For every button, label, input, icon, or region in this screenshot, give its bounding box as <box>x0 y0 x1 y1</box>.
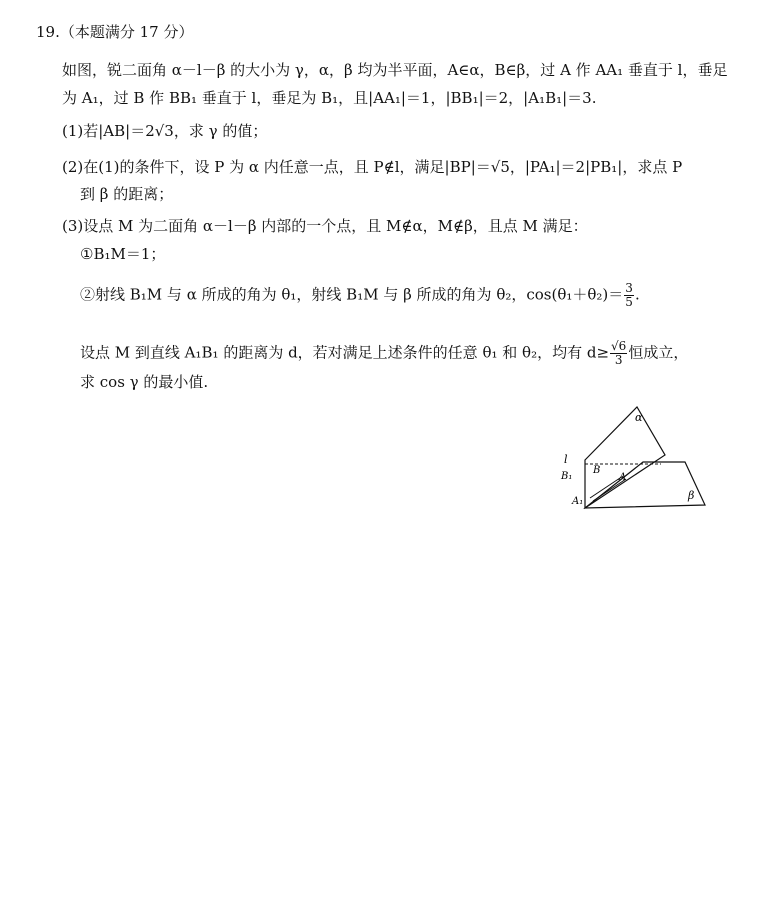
intro-line-2: 为 A₁，过 B 作 BB₁ 垂直于 l，垂足为 B₁，且|AA₁|＝1，|BB₁|＝2，|A₁B₁|＝3. <box>62 89 597 107</box>
figure-label-B1: B₁ <box>561 471 573 482</box>
d-bound-fraction <box>610 340 627 367</box>
figure-label-l: l <box>564 453 568 466</box>
problem-header: 19.（本题满分 17 分） <box>36 23 194 41</box>
figure-label-alpha: α <box>635 411 643 424</box>
d-bound-denominator: 3 <box>614 353 623 367</box>
condition-2 <box>80 282 640 309</box>
figure-label-B: B <box>593 465 601 476</box>
figure-label-A1: A₁ <box>572 496 584 507</box>
part-3-line-1: (3)设点 M 为二面角 α－l－β 内部的一个点，且 M∉α，M∉β，且点 M 满足： <box>62 217 588 235</box>
intro-line-1: 如图，锐二面角 α－l－β 的大小为 γ，α，β 均为半平面，A∈α，B∈β，过 A 作 AA₁ 垂直于 l，垂足 <box>62 61 728 79</box>
condition-1: ①B₁M＝1； <box>80 245 166 263</box>
condition-2-text: ②射线 B₁M 与 α 所成的角为 θ₁，射线 B₁M 与 β 所成的角为 θ₂，cos(θ₁＋θ₂)＝ <box>80 285 624 304</box>
part-2-line-1: (2)在(1)的条件下，设 P 为 α 内任意一点，且 P∉l，满足|BP|＝√5，|PA₁|＝2|PB₁|，求点 P <box>62 158 683 176</box>
final-question: 求 cos γ 的最小值. <box>80 373 209 391</box>
part-2-line-2: 到 β 的距离； <box>80 185 174 203</box>
figure-label-A: A <box>619 472 627 483</box>
cos-fraction <box>624 282 634 309</box>
conclusion-text: 设点 M 到直线 A₁B₁ 的距离为 d，若对满足上述条件的任意 θ₁ 和 θ₂，均有 d≥ <box>80 343 610 362</box>
d-bound-numerator: √6 <box>611 339 627 353</box>
part-1: (1)若|AB|＝2√3，求 γ 的值； <box>62 122 268 140</box>
conclusion-suffix: 恒成立， <box>628 343 689 362</box>
conclusion-line <box>80 340 688 367</box>
condition-2-suffix: . <box>634 285 640 304</box>
cos-fraction-denominator: 5 <box>625 295 633 309</box>
cos-fraction-numerator: 3 <box>625 281 633 295</box>
figure-label-beta: β <box>688 489 695 502</box>
dihedral-angle-figure <box>555 400 715 512</box>
